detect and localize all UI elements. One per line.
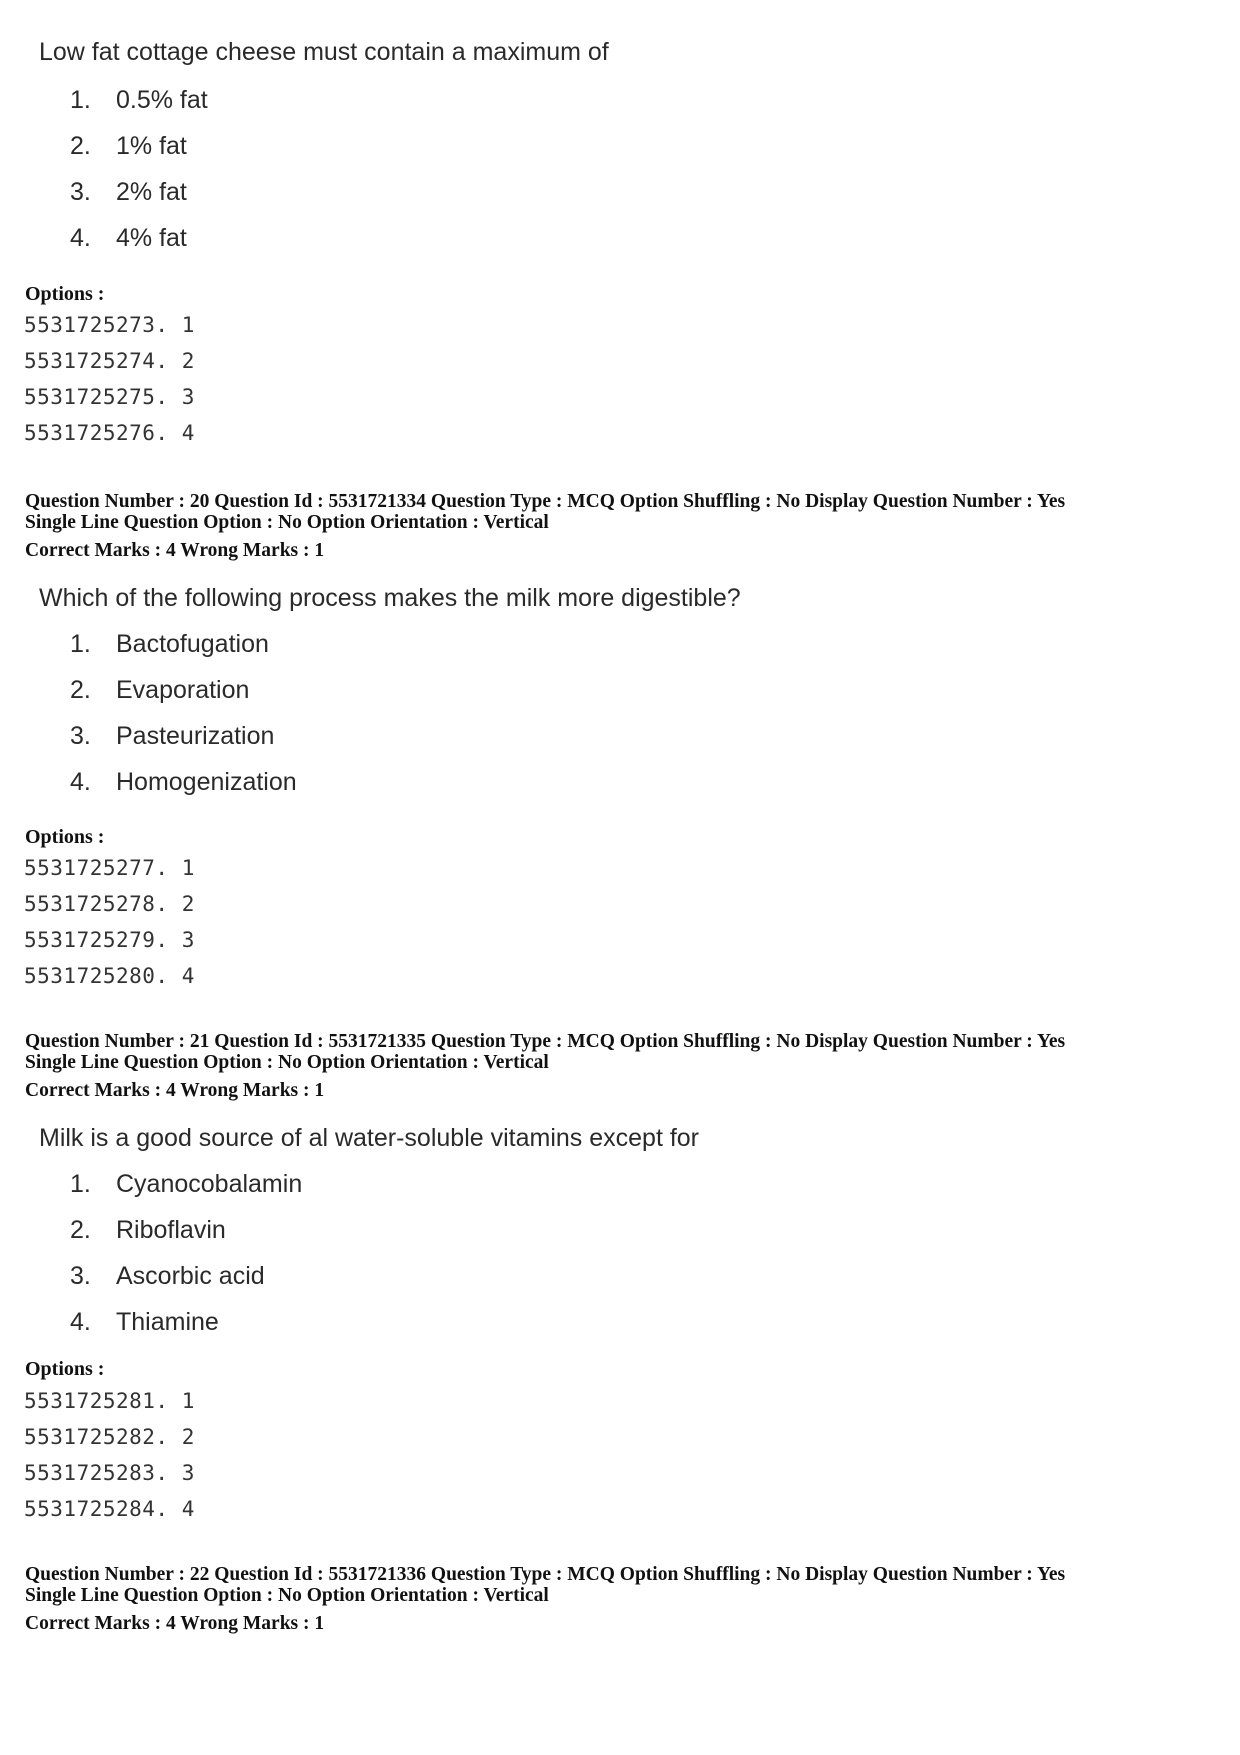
option-id-row: 5531725277. 1: [24, 856, 195, 880]
question-meta-line: Single Line Question Option : No Option Orientation : Vertical: [25, 1052, 549, 1073]
option-id-row: 5531725282. 2: [24, 1425, 195, 1449]
choice-item: 2. Evaporation: [70, 676, 250, 704]
question-text: Low fat cottage cheese must contain a maximum of: [39, 38, 609, 66]
question-text: Which of the following process makes the milk more digestible?: [39, 584, 741, 612]
option-id-row: 5531725275. 3: [24, 385, 195, 409]
option-id-row: 5531725276. 4: [24, 421, 195, 445]
question-meta-line: Question Number : 22 Question Id : 5531721336 Question Type : MCQ Option Shuffling : No Display Question Number : Yes: [25, 1564, 1066, 1585]
question-meta-line: Single Line Question Option : No Option Orientation : Vertical: [25, 1585, 549, 1606]
question-meta-line: Question Number : 20 Question Id : 5531721334 Question Type : MCQ Option Shuffling : No Display Question Number : Yes: [25, 491, 1066, 512]
option-id-row: 5531725284. 4: [24, 1497, 195, 1521]
question-meta-line: Question Number : 21 Question Id : 5531721335 Question Type : MCQ Option Shuffling : No Display Question Number : Yes: [25, 1031, 1066, 1052]
choice-item: 4. 4% fat: [70, 224, 187, 252]
option-id-row: 5531725283. 3: [24, 1461, 195, 1485]
options-label: Options :: [25, 826, 105, 848]
options-label: Options :: [25, 1358, 105, 1380]
choice-item: 1. 0.5% fat: [70, 86, 208, 114]
options-label: Options :: [25, 283, 105, 305]
choice-item: 4. Homogenization: [70, 768, 297, 796]
choice-item: 2. Riboflavin: [70, 1216, 226, 1244]
option-id-row: 5531725280. 4: [24, 964, 195, 988]
question-meta-line: Single Line Question Option : No Option Orientation : Vertical: [25, 512, 549, 533]
option-id-row: 5531725274. 2: [24, 349, 195, 373]
option-id-row: 5531725281. 1: [24, 1389, 195, 1413]
choice-item: 4. Thiamine: [70, 1308, 219, 1336]
marks-line: Correct Marks : 4 Wrong Marks : 1: [25, 540, 325, 561]
choice-item: 1. Cyanocobalamin: [70, 1170, 303, 1198]
choice-item: 3. Ascorbic acid: [70, 1262, 265, 1290]
question-text: Milk is a good source of al water-soluble vitamins except for: [39, 1124, 700, 1152]
marks-line: Correct Marks : 4 Wrong Marks : 1: [25, 1080, 325, 1101]
choice-item: 3. 2% fat: [70, 178, 187, 206]
choice-item: 3. Pasteurization: [70, 722, 275, 750]
marks-line: Correct Marks : 4 Wrong Marks : 1: [25, 1613, 325, 1634]
choice-item: 2. 1% fat: [70, 132, 187, 160]
choice-item: 1. Bactofugation: [70, 630, 269, 658]
option-id-row: 5531725273. 1: [24, 313, 195, 337]
option-id-row: 5531725278. 2: [24, 892, 195, 916]
option-id-row: 5531725279. 3: [24, 928, 195, 952]
